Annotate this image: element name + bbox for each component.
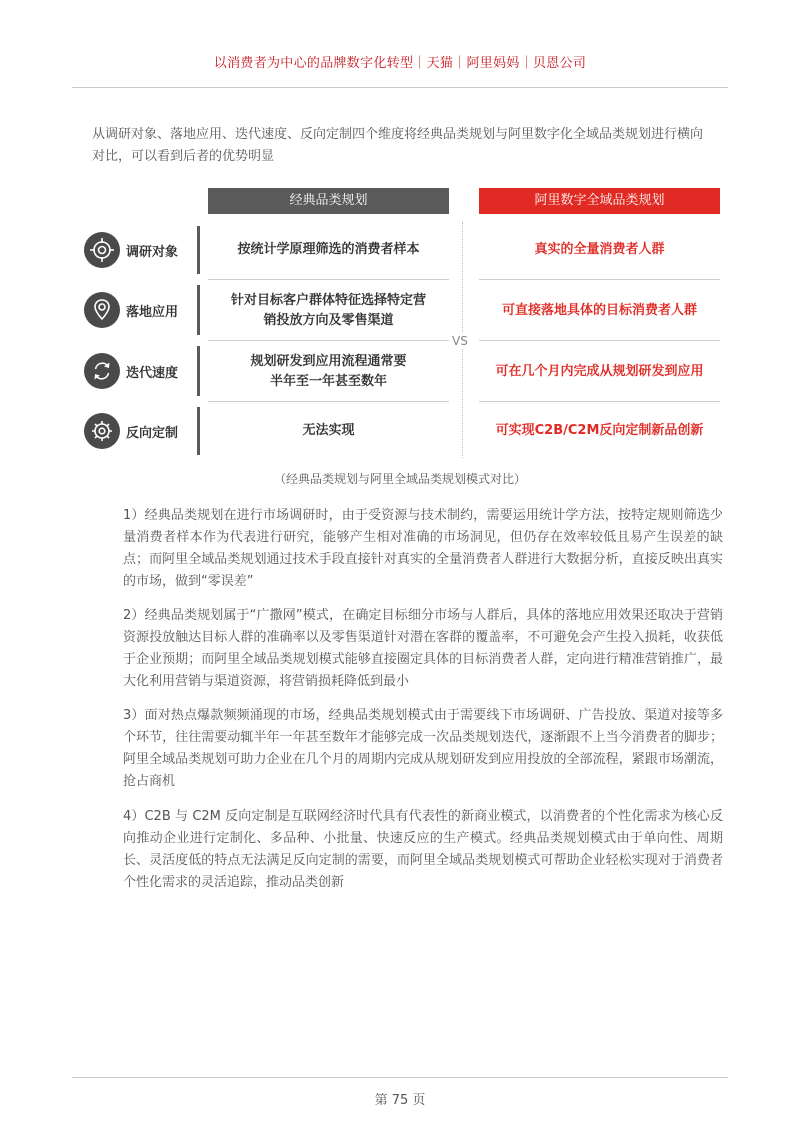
- row-separator: [479, 340, 720, 341]
- comparison-row: [84, 342, 720, 400]
- row-bar: [197, 226, 200, 274]
- paragraph-3: 3）面对热点爆款频频涌现的市场，经典品类规划模式由于需要线下市场调研、广告投放、渠道对接等多个环节，往往需要动辄半年一年甚至数年才能够完成一次品类规划迭代，逐渐跟不上当今消费者的脚步；阿里全域品类规划可助力企业在几个月的周期内完成从规划研发到应用投放的全部流程，紧跟市场潮流，抢占商机: [123, 708, 723, 789]
- row-separator: [479, 279, 720, 280]
- alibaba-cell-customization: 可实现C2B/C2M反向定制新品创新: [495, 423, 704, 438]
- paragraph-4: 4）C2B 与 C2M 反向定制是互联网经济时代具有代表性的新商业模式，以消费者的个性化需求为核心反向推动企业进行定制化、多品种、小批量、快速反应的生产模式。经典品类规划模式由于单向性、周期长、灵活度低的特点无法满足反向定制的需要，而阿里全域品类规划模式可帮助企业轻松实现对于消费者个性化需求的灵活追踪，推动品类创新: [123, 809, 723, 890]
- footer-divider: [72, 1077, 728, 1078]
- classic-cell-customization: 无法实现: [302, 423, 355, 438]
- alibaba-cell-iteration: 可在几个月内完成从规划研发到应用: [495, 364, 704, 379]
- alibaba-cell-research: 真实的全量消费者人群: [534, 242, 665, 257]
- header-divider: [72, 87, 728, 88]
- classic-cell-research: 按统计学原理筛选的消费者样本: [237, 242, 420, 257]
- row-bar: [197, 285, 200, 335]
- row-separator: [479, 401, 720, 402]
- row-separator: [208, 340, 449, 341]
- comparison-row: [84, 281, 720, 339]
- paragraph-1: 1）经典品类规划在进行市场调研时，由于受资源与技术制约，需要运用统计学方法，按特定规则筛选少量消费者样本作为代表进行研究，能够产生相对准确的市场洞见，但仍存在效率较低且易产生误差的缺点；而阿里全域品类规划通过技术手段直接针对真实的全量消费者人群进行大数据分析，直接反映出真实的市场，做到“零误差”: [123, 508, 723, 589]
- refresh-icon: [84, 353, 120, 389]
- row-separator: [208, 401, 449, 402]
- alibaba-column-header: 阿里数字全域品类规划: [479, 188, 720, 214]
- row-label-customization: 反向定制: [126, 426, 179, 441]
- row-separator: [208, 279, 449, 280]
- row-label-iteration: 迭代速度: [126, 366, 179, 381]
- paragraph-2: 2）经典品类规划属于“广撒网”模式，在确定目标细分市场与人群后，具体的落地应用效果还取决于营销资源投放触达目标人群的准确率以及零售渠道针对潜在客群的覆盖率，不可避免会产生投入损耗，收获低于企业预期；而阿里全域品类规划模式能够直接圈定具体的目标消费者人群，定向进行精准营销推广，最大化利用营销与渠道资源，将营销损耗降低到最小: [123, 608, 723, 689]
- comparison-row: [84, 403, 720, 459]
- row-label-research: 调研对象: [126, 245, 179, 260]
- row-bar: [197, 346, 200, 396]
- target-icon: [84, 232, 120, 268]
- intro-text: 从调研对象、落地应用、迭代速度、反向定制四个维度将经典品类规划与阿里数字化全域品类规划进行横向对比，可以看到后者的优势明显: [92, 127, 704, 164]
- classic-cell-application: 针对目标客户群体特征选择特定营销投放方向及零售渠道: [230, 293, 426, 328]
- page-number: 第 75 页: [374, 1093, 426, 1108]
- alibaba-cell-application: 可直接落地具体的目标消费者人群: [501, 303, 697, 318]
- vs-label: VS: [452, 334, 468, 348]
- table-caption: （经典品类规划与阿里全域品类规划模式对比）: [273, 472, 526, 486]
- comparison-row: [84, 222, 720, 278]
- gear-icon: [84, 413, 120, 449]
- classic-column-header: 经典品类规划: [208, 188, 449, 214]
- row-bar: [197, 407, 200, 455]
- row-label-application: 落地应用: [126, 305, 179, 320]
- location-pin-icon: [84, 292, 120, 328]
- header-title: 以消费者为中心的品牌数字化转型｜天猫｜阿里妈妈｜贝恩公司: [213, 56, 587, 71]
- classic-cell-iteration: 规划研发到应用流程通常要半年至一年甚至数年: [250, 354, 407, 389]
